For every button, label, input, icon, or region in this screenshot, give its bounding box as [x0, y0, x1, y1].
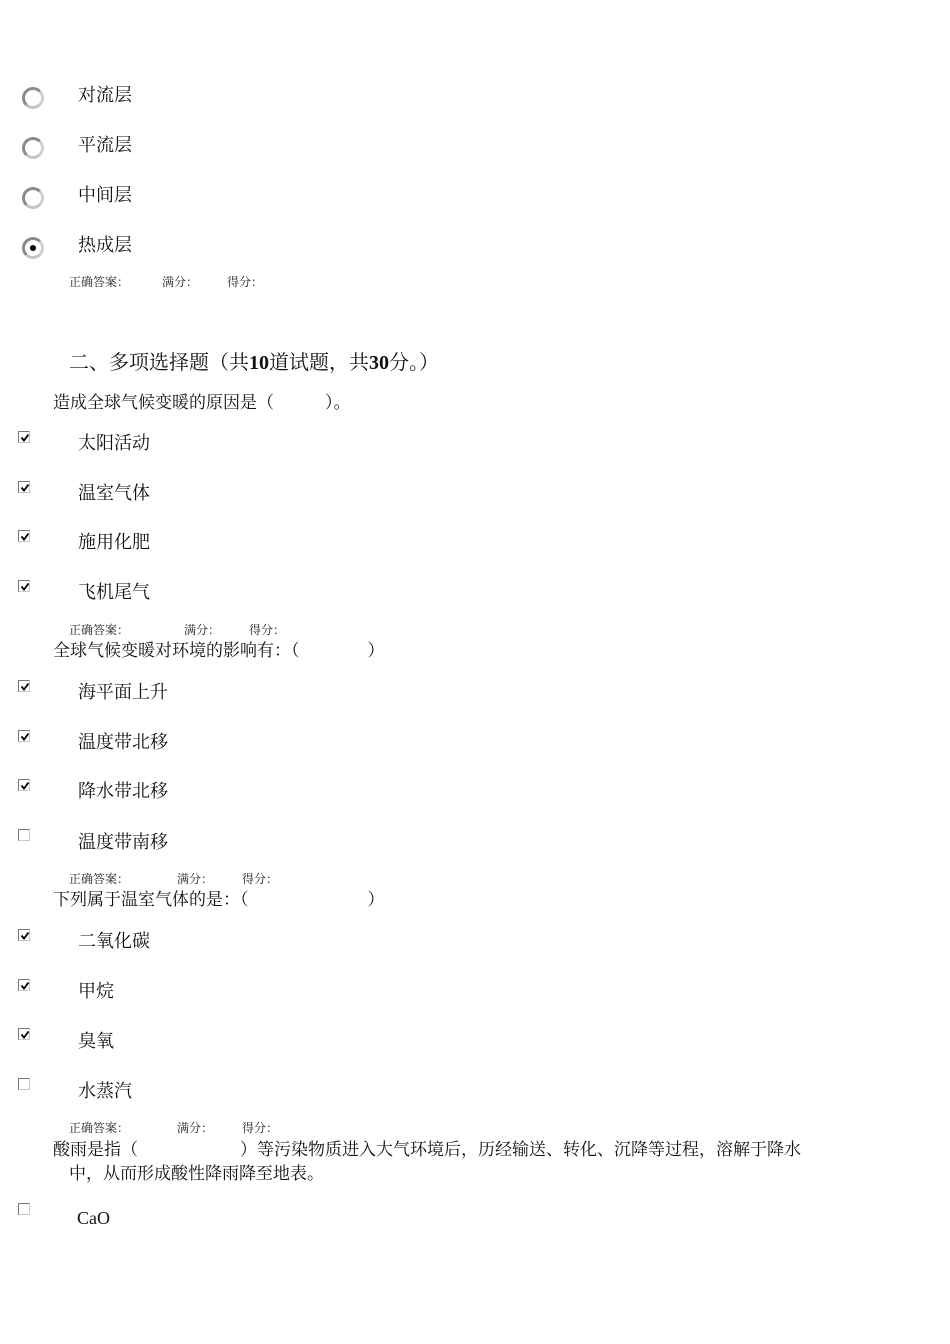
checkbox-checked[interactable] [18, 979, 30, 991]
score-label: 得分： [249, 623, 286, 637]
checkbox-unchecked[interactable] [18, 1203, 30, 1215]
total-points: 30 [369, 352, 389, 374]
option-label: CaO [77, 1208, 110, 1228]
checkbox-checked[interactable] [18, 680, 30, 692]
check-icon [19, 531, 31, 543]
option-label: 施用化肥 [78, 532, 150, 553]
correct-answer-label: 正确答案： [69, 623, 130, 637]
correct-answer-label: 正确答案： [69, 1121, 130, 1135]
option-label: 臭氧 [78, 1031, 114, 1052]
checkbox-checked[interactable] [18, 530, 30, 542]
answer-meta [69, 275, 263, 289]
check-icon [19, 780, 31, 792]
check-icon [19, 980, 31, 992]
check-icon [19, 482, 31, 494]
check-icon [19, 1029, 31, 1041]
checkbox-checked[interactable] [18, 1028, 30, 1040]
option-label: 甲烷 [78, 981, 114, 1002]
score-label: 得分： [227, 275, 264, 289]
radio-option-3[interactable] [22, 187, 44, 209]
radio-option-4-selected[interactable] [22, 237, 44, 259]
full-score-label: 满分： [162, 275, 199, 289]
check-icon [19, 681, 31, 693]
full-score-label: 满分： [177, 1121, 214, 1135]
option-label: 对流层 [78, 85, 132, 106]
option-label: 降水带北移 [78, 781, 168, 802]
option-label: 海平面上升 [78, 682, 168, 703]
answer-meta [69, 623, 285, 637]
option-label: 平流层 [78, 135, 132, 156]
radio-option-1[interactable] [22, 87, 44, 109]
radio-dot-icon [30, 245, 36, 251]
option-label: 温室气体 [78, 483, 150, 504]
correct-answer-label: 正确答案： [69, 275, 130, 289]
question-stem: 酸雨是指（ ）等污染物质进入大气环境后，历经输送、转化、沉降等过程，溶解于降水 [53, 1140, 801, 1160]
check-icon [19, 930, 31, 942]
checkbox-unchecked[interactable] [18, 1078, 30, 1090]
checkbox-checked[interactable] [18, 580, 30, 592]
option-label: 太阳活动 [78, 433, 150, 454]
full-score-label: 满分： [177, 872, 214, 886]
question-stem: 造成全球气候变暖的原因是（ ）。 [53, 393, 351, 413]
checkbox-checked[interactable] [18, 730, 30, 742]
option-label: 水蒸汽 [78, 1081, 132, 1102]
option-label: 温度带北移 [78, 732, 168, 753]
question-stem: 下列属于温室气体的是：（ ） [53, 890, 385, 910]
question-count: 10 [249, 352, 269, 374]
full-score-label: 满分： [184, 623, 221, 637]
check-icon [19, 581, 31, 593]
score-label: 得分： [242, 872, 279, 886]
question-stem-continued: 中，从而形成酸性降雨降至地表。 [69, 1164, 324, 1184]
question-stem: 全球气候变暖对环境的影响有：（ ） [53, 641, 385, 661]
option-label: 温度带南移 [78, 832, 168, 853]
radio-option-2[interactable] [22, 137, 44, 159]
checkbox-checked[interactable] [18, 779, 30, 791]
correct-answer-label: 正确答案： [69, 872, 130, 886]
checkbox-checked[interactable] [18, 431, 30, 443]
option-label: 二氧化碳 [78, 931, 150, 952]
check-icon [19, 731, 31, 743]
answer-meta [69, 1121, 278, 1135]
section-title: 二、多项选择题（共10道试题，共30分。） [69, 350, 439, 374]
option-label: 飞机尾气 [78, 582, 150, 603]
option-label: 中间层 [78, 185, 132, 206]
answer-meta [69, 872, 278, 886]
checkbox-unchecked[interactable] [18, 829, 30, 841]
option-label: 热成层 [78, 235, 132, 256]
checkbox-checked[interactable] [18, 929, 30, 941]
checkbox-checked[interactable] [18, 481, 30, 493]
score-label: 得分： [242, 1121, 279, 1135]
check-icon [19, 432, 31, 444]
